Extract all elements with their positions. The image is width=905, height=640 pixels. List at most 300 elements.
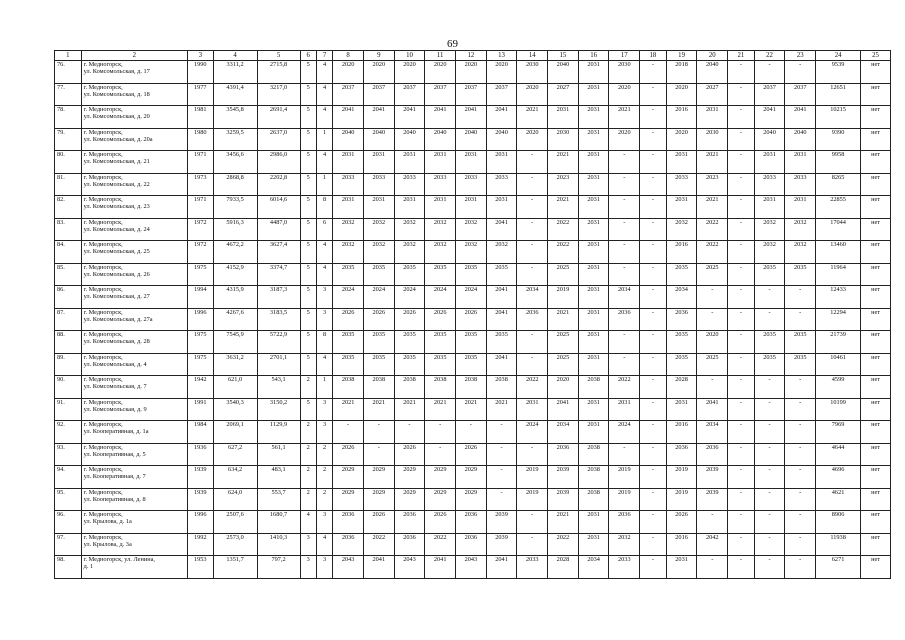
cell-col-8: 2024 — [333, 286, 364, 309]
cell-col-10: 2024 — [394, 286, 425, 309]
cell-col-15: 2027 — [548, 83, 579, 106]
table-row — [55, 196, 891, 219]
cell-col-11: 2020 — [425, 61, 456, 84]
cell-col-19: 2018 — [666, 61, 697, 84]
cell-col-6: 3 — [300, 556, 316, 579]
cell-col-10: 2026 — [394, 308, 425, 331]
cell-col-18: - — [640, 128, 667, 151]
address-cell — [81, 173, 187, 196]
cell-col-14: 2021 — [517, 106, 548, 129]
address-line: ул. Кооперативная, д. 1а — [83, 428, 149, 436]
cell-col-22: - — [754, 376, 785, 399]
cell-col-17: - — [609, 218, 640, 241]
address-line: г. Медногорск, — [83, 466, 123, 473]
cell-col-14: 2020 — [517, 83, 548, 106]
cell-col-12: 2021 — [456, 398, 487, 421]
table-row — [55, 286, 891, 309]
cell-col-21: - — [728, 106, 755, 129]
cell-col-6: 2 — [300, 376, 316, 399]
cell-col-25: нет — [861, 398, 891, 421]
cell-col-23: - — [785, 308, 816, 331]
cell-col-25: нет — [861, 173, 891, 196]
address-cell — [81, 353, 187, 376]
cell-col-22: - — [754, 511, 785, 534]
cell-col-4: 3311,2 — [213, 61, 257, 84]
cell-col-19: 2016 — [666, 106, 697, 129]
address-line: ул. Комсомольская, д. 24 — [83, 225, 150, 233]
cell-col-9: 2031 — [363, 196, 394, 219]
address-line: ул. Комсомольская, д. 21 — [83, 158, 150, 166]
address-cell — [81, 128, 187, 151]
cell-col-25: нет — [861, 61, 891, 84]
table-row — [55, 106, 891, 129]
cell-col-11: - — [425, 443, 456, 466]
cell-col-23: - — [785, 511, 816, 534]
cell-col-9: 2035 — [363, 263, 394, 286]
cell-col-5: 553,7 — [257, 488, 300, 511]
cell-col-15: 2025 — [548, 331, 579, 354]
cell-col-22: - — [754, 488, 785, 511]
cell-col-7: 3 — [316, 556, 332, 579]
cell-col-12: 2036 — [456, 533, 487, 556]
cell-col-22: 2032 — [754, 218, 785, 241]
cell-col-23: - — [785, 488, 816, 511]
cell-col-15: 2023 — [548, 173, 579, 196]
cell-col-5: 3187,3 — [257, 286, 300, 309]
cell-col-21: - — [728, 196, 755, 219]
address-line: г. Медногорск, — [83, 151, 123, 158]
cell-col-14: 2019 — [517, 488, 548, 511]
cell-col-3: 1981 — [188, 106, 214, 129]
cell-col-5: 5722,9 — [257, 331, 300, 354]
cell-col-9: 2035 — [363, 331, 394, 354]
cell-col-9: 2026 — [363, 308, 394, 331]
cell-col-23: - — [785, 443, 816, 466]
cell-col-22: - — [754, 286, 785, 309]
cell-col-12: 2029 — [456, 488, 487, 511]
cell-col-21: - — [728, 376, 755, 399]
cell-col-13: - — [486, 443, 517, 466]
address-cell — [81, 511, 187, 534]
cell-col-16: 2031 — [578, 218, 609, 241]
cell-col-23: 2041 — [785, 106, 816, 129]
cell-col-23: 2040 — [785, 128, 816, 151]
cell-col-21: - — [728, 353, 755, 376]
address-line: ул. Комсомольская, д. 27 — [83, 293, 150, 301]
cell-col-7: 2 — [316, 466, 332, 489]
cell-col-9: 2037 — [363, 83, 394, 106]
cell-col-19: 2016 — [666, 533, 697, 556]
address-line: ул. Комсомольская, д. 17 — [83, 68, 150, 76]
address-line: г. Медногорск, — [83, 533, 123, 541]
address-cell — [81, 308, 187, 331]
cell-col-13: 2035 — [486, 331, 517, 354]
cell-col-8: 2020 — [333, 61, 364, 84]
cell-col-4: 627,2 — [213, 443, 257, 466]
cell-col-5: 2202,8 — [257, 173, 300, 196]
address-line: г. Медногорск, — [83, 421, 123, 428]
cell-col-25: нет — [861, 511, 891, 534]
cell-col-9: 2024 — [363, 286, 394, 309]
cell-col-15: 2036 — [548, 443, 579, 466]
cell-col-24: 9539 — [816, 61, 861, 84]
cell-col-15: 2022 — [548, 218, 579, 241]
cell-col-20: 2030 — [697, 128, 728, 151]
cell-col-4: 4391,4 — [213, 83, 257, 106]
cell-col-9: 2035 — [363, 353, 394, 376]
cell-col-25: нет — [861, 106, 891, 129]
cell-col-22: 2040 — [754, 128, 785, 151]
cell-col-17: 2033 — [609, 556, 640, 579]
row-number: 85. — [55, 263, 82, 286]
cell-col-15: 2021 — [548, 308, 579, 331]
cell-col-5: 1129,9 — [257, 421, 300, 444]
cell-col-4: 7933,5 — [213, 196, 257, 219]
cell-col-17: - — [609, 443, 640, 466]
cell-col-20: 2027 — [697, 83, 728, 106]
cell-col-20: 2022 — [697, 218, 728, 241]
row-number: 95. — [55, 488, 82, 511]
cell-col-24: 11964 — [816, 263, 861, 286]
column-number-2: 2 — [81, 51, 187, 61]
cell-col-22: - — [754, 308, 785, 331]
address-line: г. Медногорск, — [83, 263, 123, 271]
cell-col-10: 2021 — [394, 398, 425, 421]
cell-col-10: 2038 — [394, 376, 425, 399]
cell-col-4: 1351,7 — [213, 556, 257, 579]
cell-col-4: 3631,2 — [213, 353, 257, 376]
column-number-5: 5 — [257, 51, 300, 61]
cell-col-10: 2031 — [394, 151, 425, 174]
cell-col-20: 2039 — [697, 466, 728, 489]
table-row — [55, 83, 891, 106]
cell-col-21: - — [728, 308, 755, 331]
address-line: г. Медногорск, — [83, 511, 123, 518]
row-number: 86. — [55, 286, 82, 309]
table-body — [55, 61, 891, 579]
cell-col-18: - — [640, 83, 667, 106]
cell-col-6: 3 — [300, 533, 316, 556]
cell-col-7: 4 — [316, 106, 332, 129]
cell-col-6: 2 — [300, 488, 316, 511]
row-number: 88. — [55, 331, 82, 354]
cell-col-24: 10215 — [816, 106, 861, 129]
cell-col-24: 4599 — [816, 376, 861, 399]
cell-col-23: - — [785, 286, 816, 309]
cell-col-22: 2032 — [754, 241, 785, 264]
cell-col-9: - — [363, 421, 394, 444]
address-cell — [81, 443, 187, 466]
cell-col-22: - — [754, 421, 785, 444]
cell-col-8: 2041 — [333, 106, 364, 129]
cell-col-17: 2036 — [609, 308, 640, 331]
address-line: ул. Крылова, д. 3а — [83, 540, 132, 548]
cell-col-19: 2031 — [666, 398, 697, 421]
address-cell — [81, 241, 187, 264]
cell-col-7: 4 — [316, 353, 332, 376]
cell-col-5: 561,1 — [257, 443, 300, 466]
cell-col-12: - — [456, 421, 487, 444]
cell-col-14: 2024 — [517, 421, 548, 444]
cell-col-4: 621,0 — [213, 376, 257, 399]
cell-col-7: 4 — [316, 61, 332, 84]
row-number: 91. — [55, 398, 82, 421]
address-cell — [81, 556, 187, 579]
cell-col-16: 2031 — [578, 173, 609, 196]
cell-col-24: 4644 — [816, 443, 861, 466]
cell-col-16: 2031 — [578, 263, 609, 286]
cell-col-15: 2039 — [548, 488, 579, 511]
cell-col-16: 2038 — [578, 443, 609, 466]
cell-col-11: 2026 — [425, 511, 456, 534]
cell-col-14: 2019 — [517, 466, 548, 489]
cell-col-15: 2031 — [548, 106, 579, 129]
column-number-25: 25 — [861, 51, 891, 61]
address-line: г. Медногорск, — [83, 331, 123, 338]
cell-col-10: 2043 — [394, 556, 425, 579]
table-row — [55, 61, 891, 84]
address-line: г. Медногорск, — [83, 308, 123, 316]
column-number-4: 4 — [213, 51, 257, 61]
cell-col-23: - — [785, 398, 816, 421]
cell-col-19: 2019 — [666, 466, 697, 489]
cell-col-12: 2026 — [456, 443, 487, 466]
cell-col-5: 1680,7 — [257, 511, 300, 534]
column-number-7: 7 — [316, 51, 332, 61]
address-line: ул. Комсомольская, д. 26 — [83, 270, 150, 278]
cell-col-15: 2020 — [548, 376, 579, 399]
cell-col-18: - — [640, 286, 667, 309]
row-number: 96. — [55, 511, 82, 534]
cell-col-3: 1973 — [188, 173, 214, 196]
address-line: г. Медногорск, — [83, 61, 123, 68]
cell-col-7: 2 — [316, 443, 332, 466]
cell-col-3: 1971 — [188, 196, 214, 219]
cell-col-14: - — [517, 151, 548, 174]
cell-col-8: 2032 — [333, 241, 364, 264]
cell-col-16: 2031 — [578, 241, 609, 264]
cell-col-19: 2016 — [666, 241, 697, 264]
cell-col-9: 2040 — [363, 128, 394, 151]
cell-col-21: - — [728, 488, 755, 511]
cell-col-18: - — [640, 533, 667, 556]
cell-col-10: 2029 — [394, 466, 425, 489]
cell-col-9: 2029 — [363, 466, 394, 489]
table-row — [55, 151, 891, 174]
cell-col-20: - — [697, 556, 728, 579]
cell-col-11: 2035 — [425, 331, 456, 354]
cell-col-23: - — [785, 61, 816, 84]
table-row — [55, 443, 891, 466]
cell-col-10: 2036 — [394, 511, 425, 534]
cell-col-16: 2038 — [578, 466, 609, 489]
row-number: 87. — [55, 308, 82, 331]
cell-col-12: 2026 — [456, 308, 487, 331]
address-line: ул. Кооперативная, д. 8 — [83, 495, 146, 503]
cell-col-24: 4696 — [816, 466, 861, 489]
cell-col-15: 2019 — [548, 286, 579, 309]
address-line: ул. Кооперативная, д. 7 — [83, 473, 146, 481]
cell-col-10: 2036 — [394, 533, 425, 556]
cell-col-23: 2035 — [785, 331, 816, 354]
cell-col-18: - — [640, 511, 667, 534]
cell-col-5: 3150,2 — [257, 398, 300, 421]
cell-col-25: нет — [861, 308, 891, 331]
address-line: ул. Крылова, д. 1а — [83, 518, 132, 526]
cell-col-6: 4 — [300, 511, 316, 534]
cell-col-14: - — [517, 331, 548, 354]
cell-col-10: 2035 — [394, 353, 425, 376]
address-cell — [81, 151, 187, 174]
cell-col-21: - — [728, 128, 755, 151]
cell-col-16: 2031 — [578, 286, 609, 309]
table-row — [55, 398, 891, 421]
table-row — [55, 421, 891, 444]
table-row — [55, 241, 891, 264]
cell-col-10: 2032 — [394, 241, 425, 264]
cell-col-17: 2024 — [609, 421, 640, 444]
cell-col-21: - — [728, 511, 755, 534]
cell-col-18: - — [640, 556, 667, 579]
cell-col-14: 2033 — [517, 556, 548, 579]
column-number-11: 11 — [425, 51, 456, 61]
cell-col-13: 2041 — [486, 106, 517, 129]
cell-col-17: 2036 — [609, 511, 640, 534]
cell-col-24: 12294 — [816, 308, 861, 331]
cell-col-11: 2031 — [425, 151, 456, 174]
cell-col-23: 2035 — [785, 263, 816, 286]
row-number: 92. — [55, 421, 82, 444]
cell-col-4: 4315,9 — [213, 286, 257, 309]
cell-col-7: 8 — [316, 196, 332, 219]
address-line: ул. Комсомольская, д. 20 — [83, 113, 150, 121]
cell-col-19: 2031 — [666, 151, 697, 174]
cell-col-13: 2037 — [486, 83, 517, 106]
cell-col-24: 8265 — [816, 173, 861, 196]
cell-col-23: 2037 — [785, 83, 816, 106]
address-line: д. 1 — [83, 563, 94, 571]
cell-col-9: 2026 — [363, 511, 394, 534]
cell-col-10: 2026 — [394, 443, 425, 466]
row-number: 76. — [55, 61, 82, 84]
column-number-18: 18 — [640, 51, 667, 61]
cell-col-5: 543,1 — [257, 376, 300, 399]
address-line: ул. Комсомольская, д. 7 — [83, 383, 147, 391]
cell-col-5: 2637,0 — [257, 128, 300, 151]
row-number: 78. — [55, 106, 82, 129]
row-number: 79. — [55, 128, 82, 151]
cell-col-24: 12651 — [816, 83, 861, 106]
cell-col-18: - — [640, 151, 667, 174]
cell-col-7: 4 — [316, 83, 332, 106]
address-line: г. Медногорск, ул. Ленина, — [83, 556, 155, 563]
cell-col-3: 1971 — [188, 151, 214, 174]
cell-col-16: 2031 — [578, 511, 609, 534]
cell-col-9: 2021 — [363, 398, 394, 421]
cell-col-25: нет — [861, 128, 891, 151]
cell-col-6: 2 — [300, 443, 316, 466]
cell-col-20: 2031 — [697, 106, 728, 129]
cell-col-16: 2031 — [578, 308, 609, 331]
column-number-row — [55, 51, 891, 61]
cell-col-15: 2030 — [548, 128, 579, 151]
cell-col-12: 2029 — [456, 466, 487, 489]
address-line: ул. Комсомольская, д. 25 — [83, 248, 150, 256]
cell-col-21: - — [728, 83, 755, 106]
cell-col-5: 483,1 — [257, 466, 300, 489]
cell-col-20: - — [697, 511, 728, 534]
cell-col-6: 5 — [300, 353, 316, 376]
cell-col-11: 2032 — [425, 218, 456, 241]
cell-col-9: 2031 — [363, 151, 394, 174]
cell-col-8: 2031 — [333, 196, 364, 219]
cell-col-6: 5 — [300, 241, 316, 264]
cell-col-16: 2031 — [578, 83, 609, 106]
cell-col-17: - — [609, 151, 640, 174]
table-row — [55, 511, 891, 534]
cell-col-12: 2041 — [456, 106, 487, 129]
cell-col-25: нет — [861, 218, 891, 241]
cell-col-5: 2986,0 — [257, 151, 300, 174]
cell-col-6: 5 — [300, 83, 316, 106]
address-line: ул. Комсомольская, д. 22 — [83, 180, 150, 188]
cell-col-3: 1990 — [188, 61, 214, 84]
cell-col-8: 2031 — [333, 151, 364, 174]
cell-col-8: 2021 — [333, 398, 364, 421]
cell-col-24: 7969 — [816, 421, 861, 444]
cell-col-3: 1975 — [188, 263, 214, 286]
cell-col-5: 2715,8 — [257, 61, 300, 84]
cell-col-23: 2032 — [785, 218, 816, 241]
cell-col-6: 2 — [300, 466, 316, 489]
address-cell — [81, 331, 187, 354]
cell-col-3: 1991 — [188, 398, 214, 421]
cell-col-18: - — [640, 331, 667, 354]
cell-col-4: 624,0 — [213, 488, 257, 511]
cell-col-24: 11938 — [816, 533, 861, 556]
cell-col-4: 3456,6 — [213, 151, 257, 174]
cell-col-8: 2029 — [333, 488, 364, 511]
cell-col-21: - — [728, 241, 755, 264]
address-line: г. Медногорск, — [83, 218, 123, 226]
cell-col-14: 2031 — [517, 398, 548, 421]
cell-col-12: 2024 — [456, 286, 487, 309]
cell-col-21: - — [728, 61, 755, 84]
address-line: г. Медногорск, — [83, 173, 123, 181]
cell-col-24: 8906 — [816, 511, 861, 534]
cell-col-12: 2031 — [456, 151, 487, 174]
address-line: ул. Кооперативная, д. 5 — [83, 450, 146, 458]
cell-col-3: 1972 — [188, 218, 214, 241]
cell-col-4: 7545,9 — [213, 331, 257, 354]
cell-col-25: нет — [861, 376, 891, 399]
cell-col-13: 2033 — [486, 173, 517, 196]
cell-col-15: 2025 — [548, 353, 579, 376]
row-number: 77. — [55, 83, 82, 106]
cell-col-19: 2028 — [666, 376, 697, 399]
cell-col-17: - — [609, 196, 640, 219]
cell-col-25: нет — [861, 488, 891, 511]
cell-col-23: 2032 — [785, 241, 816, 264]
cell-col-23: - — [785, 421, 816, 444]
cell-col-18: - — [640, 353, 667, 376]
cell-col-7: 4 — [316, 151, 332, 174]
address-cell — [81, 106, 187, 129]
row-number: 83. — [55, 218, 82, 241]
cell-col-25: нет — [861, 263, 891, 286]
cell-col-20: 2020 — [697, 331, 728, 354]
cell-col-11: 2035 — [425, 353, 456, 376]
